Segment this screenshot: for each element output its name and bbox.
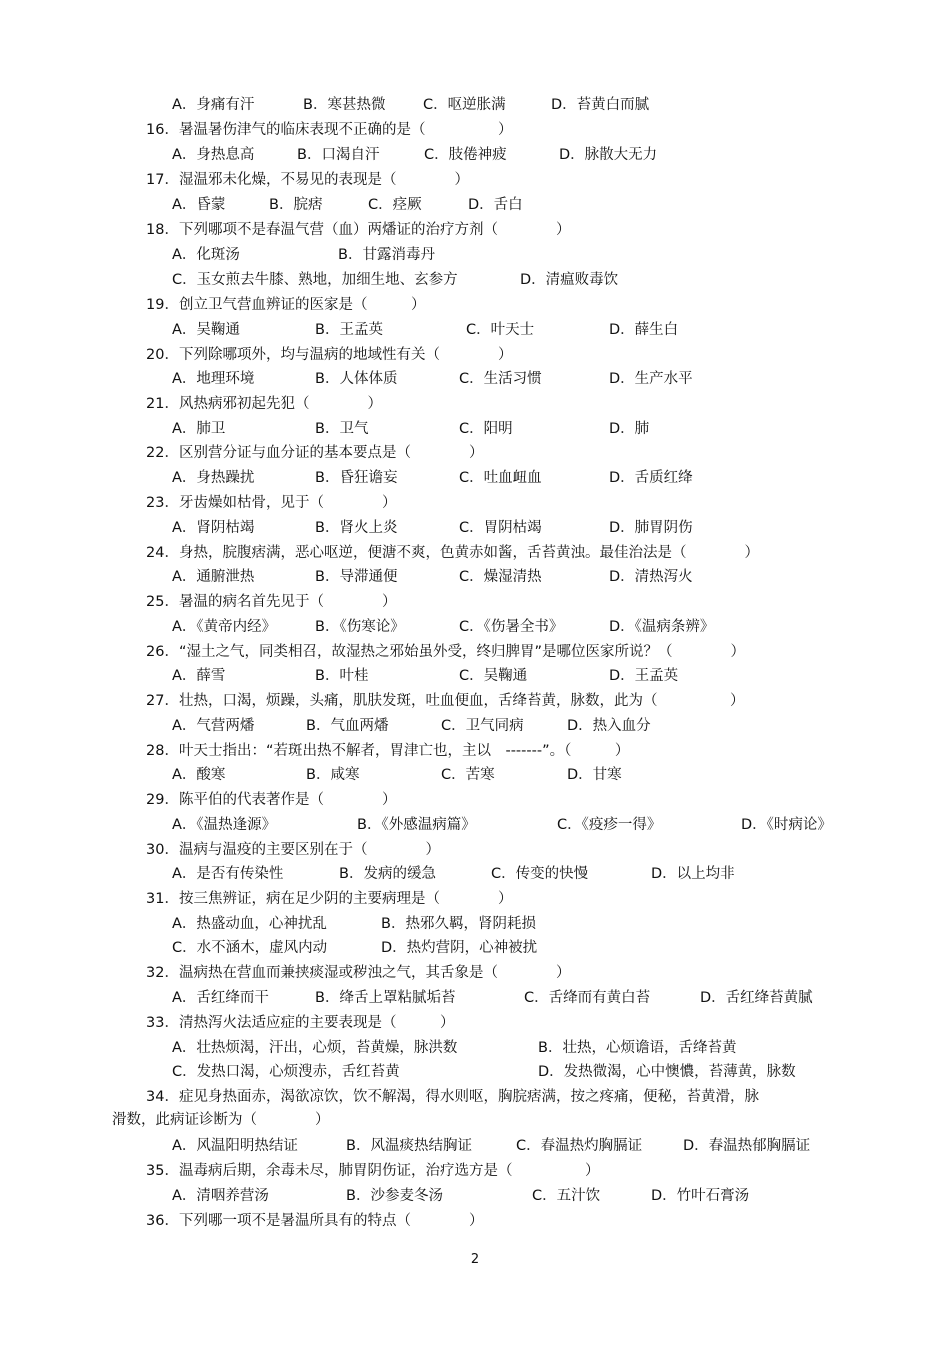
q31-option-a: A．热盛动血，心神扰乱 (172, 916, 327, 932)
q31-options-row1 (172, 912, 872, 936)
q32-option-a: A．舌红绛而干 (172, 990, 269, 1006)
q20-options (172, 367, 872, 391)
q31-options-row2 (172, 936, 872, 960)
q26-option-c: C．吴鞠通 (459, 668, 528, 684)
q31-stem: 31．按三焦辨证，病在足少阴的主要病理是（ ） (146, 891, 513, 907)
q27-option-b: B．气血两燔 (306, 718, 389, 734)
q18-stem: 18．下列哪项不是春温气营（血）两燔证的治疗方剂（ ） (146, 222, 571, 238)
q28-options (172, 763, 872, 787)
q15-option-b: B．寒甚热微 (303, 97, 386, 113)
q32-option-b: B．绛舌上罩粘腻垢苔 (315, 990, 456, 1006)
q23-option-a: A．肾阴枯竭 (172, 520, 255, 536)
q16-option-a: A．身热息高 (172, 147, 255, 163)
q19-option-a: A．吴鞠通 (172, 322, 240, 338)
q27-option-c: C．卫气同病 (441, 718, 524, 734)
q18-options-row2 (172, 268, 872, 292)
q25-option-a: A．《黄帝内经》 (172, 619, 277, 635)
q27-options (172, 714, 872, 738)
q30-option-d: D．以上均非 (651, 866, 735, 882)
q34-option-c: C．春温热灼胸膈证 (516, 1138, 643, 1154)
q19-option-d: D．薛生白 (609, 322, 679, 338)
q15-option-a: A．身痛有汗 (172, 97, 255, 113)
q18-option-a: A．化斑汤 (172, 247, 240, 263)
q15-option-c: C．呕逆胀满 (423, 97, 506, 113)
q20-option-b: B．人体体质 (315, 371, 398, 387)
q20-option-c: C．生活习惯 (459, 371, 542, 387)
q26-option-d: D．王孟英 (609, 668, 679, 684)
q24-stem: 24．身热，脘腹痞满，恶心呕逆，便溏不爽，色黄赤如酱，舌苔黄浊。最佳治法是（ ） (146, 545, 759, 561)
q29-options (172, 813, 872, 837)
q21-option-b: B．卫气 (315, 421, 369, 437)
q33-options-row2 (172, 1060, 872, 1084)
q24-option-c: C．燥湿清热 (459, 569, 542, 585)
q28-option-b: B．咸寒 (306, 767, 360, 783)
q25-stem: 25．暑温的病名首先见于（ ） (146, 594, 397, 610)
q31-option-d: D．热灼营阴，心神被扰 (381, 940, 538, 956)
q34-option-b: B．风温痰热结胸证 (346, 1138, 472, 1154)
q35-stem: 35．温毒病后期，余毒未尽，肺胃阴伤证，治疗选方是（ ） (146, 1163, 600, 1179)
q35-option-c: C．五汁饮 (532, 1188, 601, 1204)
q23-option-b: B．肾火上炎 (315, 520, 398, 536)
q34-stem: 34．症见身热面赤，渴欲凉饮，饮不解渴，得水则呕，胸脘痞满，按之疼痛，便秘，苔黄滑，脉 (146, 1089, 759, 1105)
q27-option-a: A．气营两燔 (172, 718, 255, 734)
q22-stem: 22．区别营分证与血分证的基本要点是（ ） (146, 445, 484, 461)
q34-option-d: D．春温热郁胸膈证 (683, 1138, 811, 1154)
q25-option-d: D．《温病条辨》 (609, 619, 715, 635)
q26-option-a: A．薛雪 (172, 668, 226, 684)
q16-stem: 16．暑温暑伤津气的临床表现不正确的是（ ） (146, 122, 513, 138)
q15-options (172, 93, 872, 117)
q20-option-a: A．地理环境 (172, 371, 255, 387)
q19-options (172, 318, 872, 342)
q24-option-a: A．通腑泄热 (172, 569, 255, 585)
q17-options (172, 193, 872, 217)
q32-option-d: D．舌红绛苔黄腻 (700, 990, 813, 1006)
q17-option-a: A．昏蒙 (172, 197, 226, 213)
q18-options-row1 (172, 243, 872, 267)
q17-stem: 17．湿温邪未化燥，不易见的表现是（ ） (146, 172, 469, 188)
q23-options (172, 516, 872, 540)
q33-option-c: C．发热口渴，心烦溲赤，舌红苔黄 (172, 1064, 400, 1080)
q22-option-c: C．吐血衄血 (459, 470, 542, 486)
q18-option-c: C．玉女煎去牛膝、熟地，加细生地、玄参方 (172, 272, 458, 288)
q23-option-c: C．胃阴枯竭 (459, 520, 542, 536)
q19-option-c: C．叶天士 (466, 322, 535, 338)
q21-option-d: D．肺 (609, 421, 650, 437)
q16-option-d: D．脉散大无力 (559, 147, 658, 163)
q33-option-d: D．发热微渴，心中懊憹，苔薄黄，脉数 (538, 1064, 796, 1080)
q17-option-c: C．痉厥 (368, 197, 422, 213)
q28-stem: 28．叶天士指出：“若斑出热不解者，胃津亡也，主以 -------”。（ ） (146, 743, 630, 759)
q21-options (172, 417, 872, 441)
q22-option-a: A．身热躁扰 (172, 470, 255, 486)
q29-option-c: C．《疫疹一得》 (557, 817, 662, 833)
q36-stem: 36．下列哪一项不是暑温所具有的特点（ ） (146, 1213, 484, 1229)
q26-option-b: B．叶桂 (315, 668, 369, 684)
q32-stem: 32．温病热在营血而兼挟痰湿或秽浊之气，其舌象是（ ） (146, 965, 571, 981)
q30-options (172, 862, 872, 886)
q35-options (172, 1184, 872, 1208)
q21-stem: 21．风热病邪初起先犯（ ） (146, 396, 382, 412)
q33-options-row1 (172, 1036, 872, 1060)
q35-option-d: D．竹叶石膏汤 (651, 1188, 750, 1204)
q26-stem: 26．“湿土之气，同类相召，故湿热之邪始虽外受，终归脾胃”是哪位医家所说？（ ） (146, 644, 745, 660)
q19-option-b: B．王孟英 (315, 322, 383, 338)
q29-option-b: B．《外感温病篇》 (357, 817, 476, 833)
q30-stem: 30．温病与温疫的主要区别在于（ ） (146, 842, 440, 858)
q24-option-d: D．清热泻火 (609, 569, 693, 585)
q30-option-c: C．传变的快慢 (491, 866, 589, 882)
q31-option-b: B．热邪久羁，肾阴耗损 (381, 916, 536, 932)
q27-option-d: D．热入血分 (567, 718, 651, 734)
q29-option-d: D．《时病论》 (741, 817, 832, 833)
q29-stem: 29．陈平伯的代表著作是（ ） (146, 792, 397, 808)
q28-option-d: D．甘寒 (567, 767, 622, 783)
q30-option-a: A．是否有传染性 (172, 866, 284, 882)
q28-option-a: A．酸寒 (172, 767, 226, 783)
q35-option-b: B．沙参麦冬汤 (346, 1188, 443, 1204)
q19-stem: 19．创立卫气营血辨证的医家是（ ） (146, 297, 426, 313)
q33-option-a: A．壮热烦渴，汗出，心烦，苔黄燥，脉洪数 (172, 1040, 458, 1056)
q31-option-c: C．水不涵木，虚风内动 (172, 940, 328, 956)
q23-option-d: D．肺胃阴伤 (609, 520, 693, 536)
q28-option-c: C．苦寒 (441, 767, 495, 783)
q22-option-b: B．昏狂谵妄 (315, 470, 398, 486)
q33-stem: 33．清热泻火法适应症的主要表现是（ ） (146, 1015, 455, 1031)
page-number: 2 (470, 1252, 480, 1267)
q22-option-d: D．舌质红绛 (609, 470, 693, 486)
q16-options (172, 143, 872, 167)
q16-option-b: B．口渴自汗 (297, 147, 380, 163)
q18-option-b: B．甘露消毒丹 (338, 247, 435, 263)
q18-option-d: D．清瘟败毒饮 (520, 272, 619, 288)
q34-stem-continued: 滑数，此病证诊断为（ ） (112, 1112, 330, 1128)
q17-option-b: B．脘痞 (269, 197, 323, 213)
q25-option-b: B．《伤寒论》 (315, 619, 405, 635)
q29-option-a: A．《温热逢源》 (172, 817, 277, 833)
q20-option-d: D．生产水平 (609, 371, 693, 387)
q34-option-a: A．风温阳明热结证 (172, 1138, 298, 1154)
q17-option-d: D．舌白 (468, 197, 523, 213)
q25-options (172, 615, 872, 639)
q21-option-a: A．肺卫 (172, 421, 226, 437)
q30-option-b: B．发病的缓急 (339, 866, 436, 882)
q16-option-c: C．肢倦神疲 (424, 147, 507, 163)
q23-stem: 23．牙齿燥如枯骨，见于（ ） (146, 495, 397, 511)
q20-stem: 20．下列除哪项外，均与温病的地域性有关（ ） (146, 347, 513, 363)
q15-option-d: D．苔黄白而腻 (551, 97, 650, 113)
q32-options (172, 986, 872, 1010)
q26-options (172, 664, 872, 688)
q24-option-b: B．导滞通便 (315, 569, 398, 585)
q27-stem: 27．壮热，口渴，烦躁，头痛，肌肤发斑，吐血便血，舌绛苔黄，脉数，此为（ ） (146, 693, 745, 709)
q25-option-c: C．《伤暑全书》 (459, 619, 564, 635)
q24-options (172, 565, 872, 589)
q21-option-c: C．阳明 (459, 421, 513, 437)
q33-option-b: B．壮热，心烦谵语，舌绛苔黄 (538, 1040, 737, 1056)
q35-option-a: A．清咽养营汤 (172, 1188, 269, 1204)
q22-options (172, 466, 872, 490)
q32-option-c: C．舌绛而有黄白苔 (524, 990, 651, 1006)
q34-options (172, 1134, 872, 1158)
